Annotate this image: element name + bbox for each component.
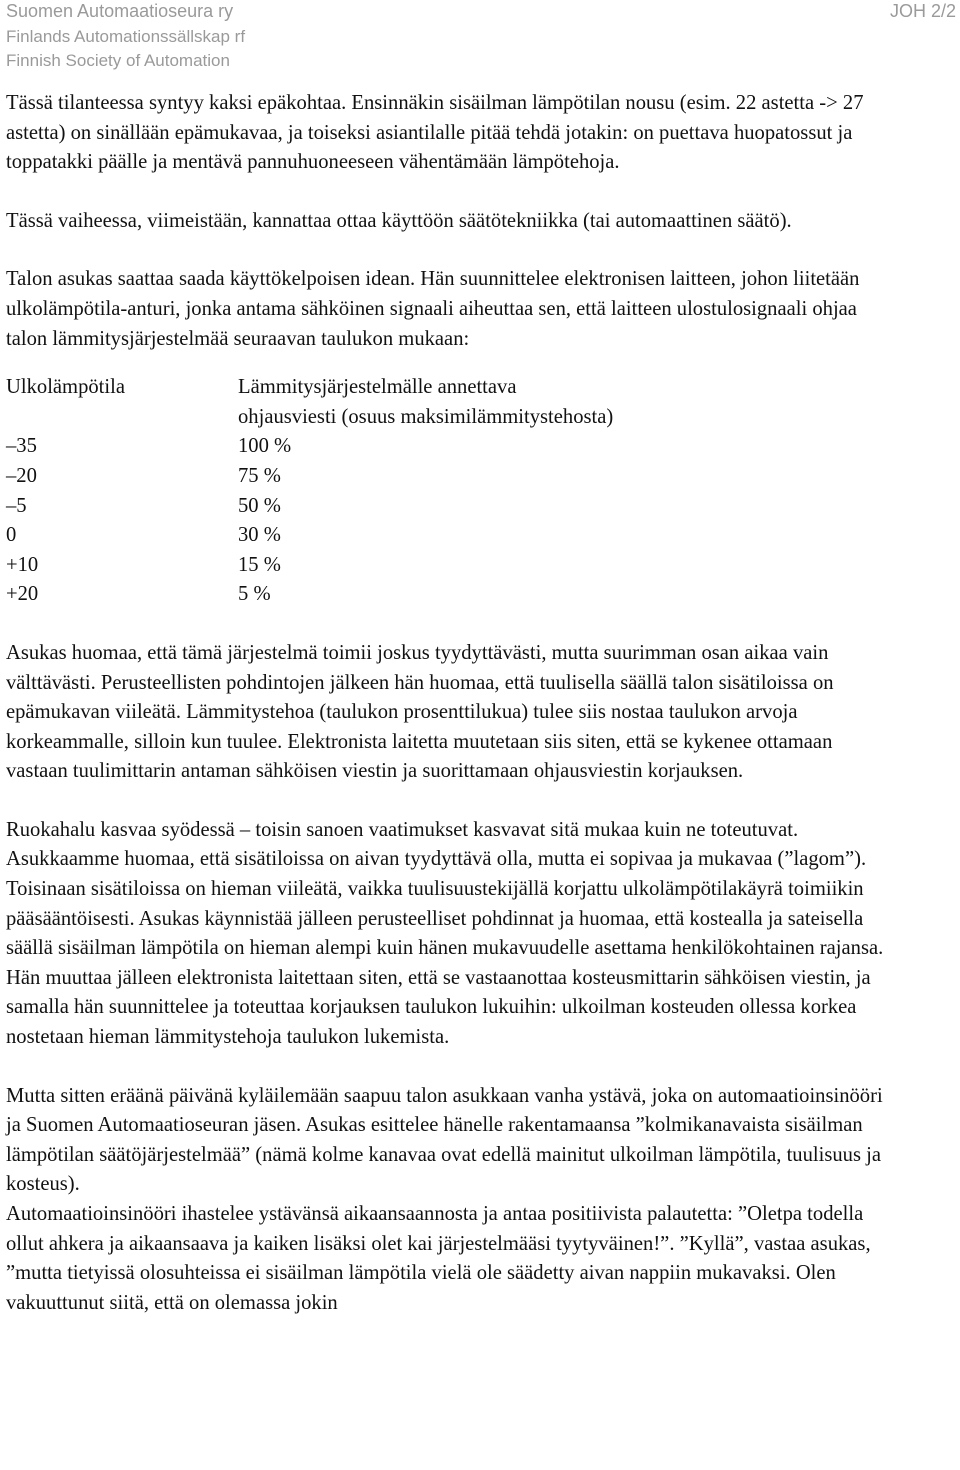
table-cell-temp: +20 — [6, 583, 39, 606]
table-cell-pct: 50 % — [238, 494, 281, 517]
table-row — [6, 580, 886, 610]
table-header-temperature: Ulkolämpötila — [6, 376, 125, 399]
table-row — [6, 462, 886, 492]
organization-name-sv: Finlands Automationssällskap rf — [6, 27, 246, 46]
table-cell-pct: 15 % — [238, 553, 281, 576]
heating-table — [6, 373, 886, 610]
paragraph-3: Talon asukas saattaa saada käyttökelpoisen idean. Hän suunnittelee elektronisen laitteen, johon liitetään ulkolämpötila-anturi, jonka antama sähköinen signaali aiheuttaa sen, että laitteen ulostulosignaali ohjaa talon lämmitysjärjestelmää seuraavan taulukon mukaan: — [6, 268, 860, 350]
table-cell-pct: 30 % — [238, 524, 281, 547]
table-row — [6, 551, 886, 581]
table-row — [6, 521, 886, 551]
page-header — [6, 0, 956, 76]
table-cell-temp: –20 — [6, 464, 37, 487]
paragraph-6a: Mutta sitten eräänä päivänä kyläilemään saapuu talon asukkaan vanha ystävä, joka on automaatioinsinööri ja Suomen Automaatioseuran jäsen. Asukas esittelee hänelle rakentamaansa ”kolmikanavaista sisäilman lämpötilan säätöjärjestelmää” (nämä kolme kanavaa ovat edellä mainitut ulkoilman lämpötila, tuulisuus ja kosteus). — [6, 1084, 883, 1196]
paragraph-1: Tässä tilanteessa syntyy kaksi epäkohtaa. Ensinnäkin sisäilman lämpötilan nousu (esim. 22 astetta -> 27 astetta) on sinällään epämukavaa, ja toiseksi asiantilalle pitää tehdä jotakin: on puettava huopatossut ja toppatakki päälle ja mentävä pannuhuoneeseen vähentämään lämpötehoja. — [6, 92, 864, 174]
table-header-control-line1: Lämmitysjärjestelmälle annettava — [238, 376, 517, 399]
table-cell-temp: –35 — [6, 435, 37, 458]
table-header-control — [238, 373, 878, 432]
table-header-control-line2: ohjausviesti (osuus maksimilämmitystehosta) — [238, 405, 614, 428]
table-row — [6, 432, 886, 462]
table-cell-temp: +10 — [6, 553, 39, 576]
table-cell-temp: –5 — [6, 494, 27, 517]
table-cell-pct: 100 % — [238, 435, 292, 458]
organization-name-en: Finnish Society of Automation — [6, 51, 230, 70]
table-cell-temp: 0 — [6, 524, 17, 547]
document-body — [6, 89, 886, 1318]
paragraph-2: Tässä vaiheessa, viimeistään, kannattaa ottaa käyttöön säätötekniikka (tai automaattinen säätö). — [6, 209, 792, 232]
paragraph-4: Asukas huomaa, että tämä järjestelmä toimii joskus tyydyttävästi, mutta suurimman osan aikaa vain välttävästi. Perusteellisten pohdintojen jälkeen hän huomaa, että tuulisella säällä talon sisätiloissa on epämukavan viileätä. Lämmitystehoa (taulukon prosenttilukua) tulee siis nostaa taulukon arvoja korkeammalle, silloin kun tuulee. Elektronista laitetta muutetaan siis siten, että se kykenee ottamaan vastaan tuulimittarin antaman sähköisen viestin ja suorittamaan ohjausviestin korjauksen. — [6, 641, 834, 783]
page-number: JOH 2/2 — [889, 1, 956, 21]
table-row — [6, 492, 886, 522]
paragraph-5: Ruokahalu kasvaa syödessä – toisin sanoen vaatimukset kasvavat sitä mukaa kuin ne toteutuvat. Asukkaamme huomaa, että sisätiloissa on aivan tyydyttävä olla, mutta ei sopivaa ja mukavaa (”lagom”). Toisinaan sisätiloissa on hieman viileätä, vaikka tuulisuustekijällä korjattu ulkolämpötilakäyrä toimiikin pääsääntöisesti. Asukas käynnistää jälleen perusteelliset pohdinnat ja huomaa, että kostealla ja sateisella säällä sisäilman lämpötila on hieman alempi kuin hänen mukavuudelle asettama henkilökohtainen rajansa. Hän muuttaa jälleen elektronista laitettaan siten, että se vastaanottaa kosteusmittarin sähköisen viestin, ja samalla hän suunnittelee ja toteuttaa korjauksen taulukon lukuihin: ulkoilman kosteuden ollessa korkea nostetaan hieman lämmitystehoja taulukon lukemista. — [6, 818, 884, 1049]
organization-name-fi: Suomen Automaatioseura ry — [6, 1, 234, 21]
paragraph-6b: Automaatioinsinööri ihastelee ystävänsä aikaansaannosta ja antaa positiivista palautetta: ”Oletpa todella ollut ahkera ja aikaansaava ja kaiken lisäksi olet kai järjestelmääsi tyytyväinen!”. ”Kyllä”, vastaa asukas, ”mutta tietyissä olosuhteissa ei sisäilman lämpötila vielä ole säädetty aivan nappiin mukavaksi. Olen vakuuttunut siitä, että on olemassa jokin — [6, 1203, 871, 1314]
table-cell-pct: 75 % — [238, 464, 281, 487]
table-header-row — [6, 373, 886, 432]
table-cell-pct: 5 % — [238, 583, 271, 606]
